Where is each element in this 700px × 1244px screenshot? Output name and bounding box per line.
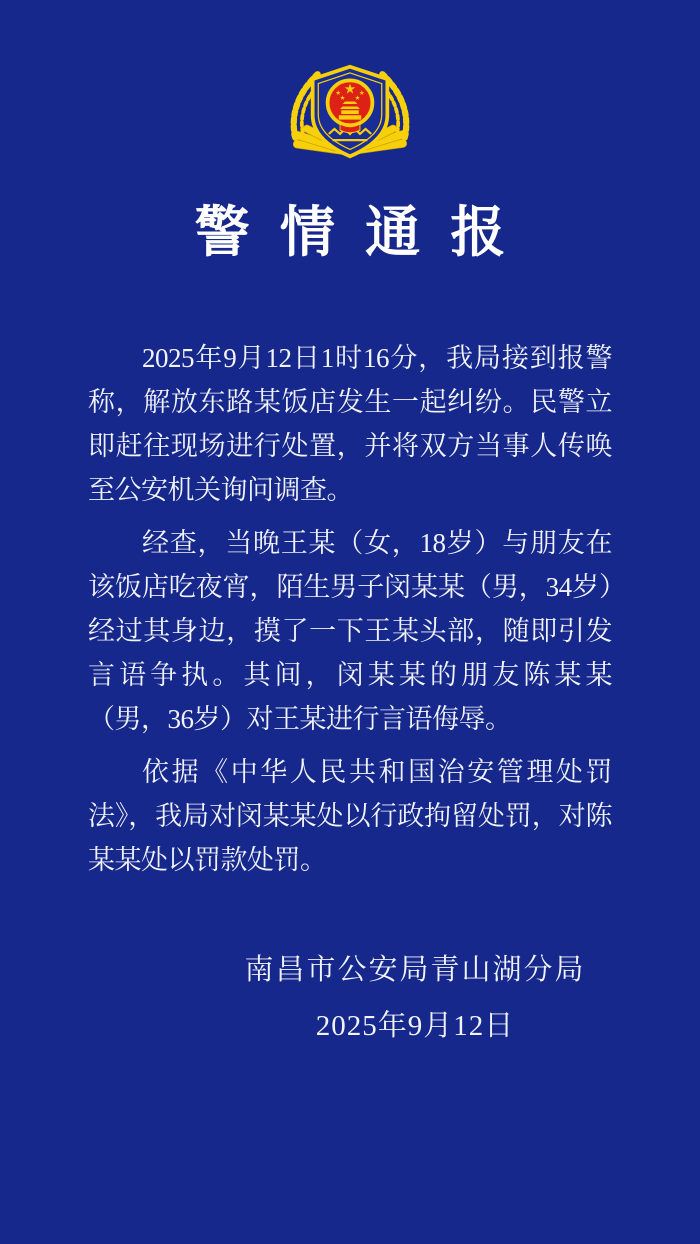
signature-block	[0, 948, 700, 1048]
notice-paragraph-1: 2025年9月12日1时16分，我局接到报警称，解放东路某饭店发生一起纠纷。民警立即赶往现场进行处置，并将双方当事人传唤至公安机关询问调查。	[88, 343, 612, 505]
police-badge-icon	[277, 58, 423, 170]
signature-agency: 南昌市公安局青山湖分局	[244, 954, 586, 986]
notice-title: 警情通报	[194, 202, 536, 263]
notice-body	[88, 336, 612, 882]
signature-date: 2025年9月12日	[315, 1010, 515, 1042]
notice-paragraph-2: 经查，当晚王某（女，18岁）与朋友在该饭店吃夜宵，陌生男子闵某某（男，34岁）经过其身边，摸了一下王某头部，随即引发言语争执。其间，闵某某的朋友陈某某（男，36岁）对王某进行言语侮辱。	[88, 528, 612, 734]
badge-container	[0, 0, 700, 170]
notice-paragraph-3: 依据《中华人民共和国治安管理处罚法》，我局对闵某某处以行政拘留处罚，对陈某某处以罚款处罚。	[88, 757, 612, 875]
